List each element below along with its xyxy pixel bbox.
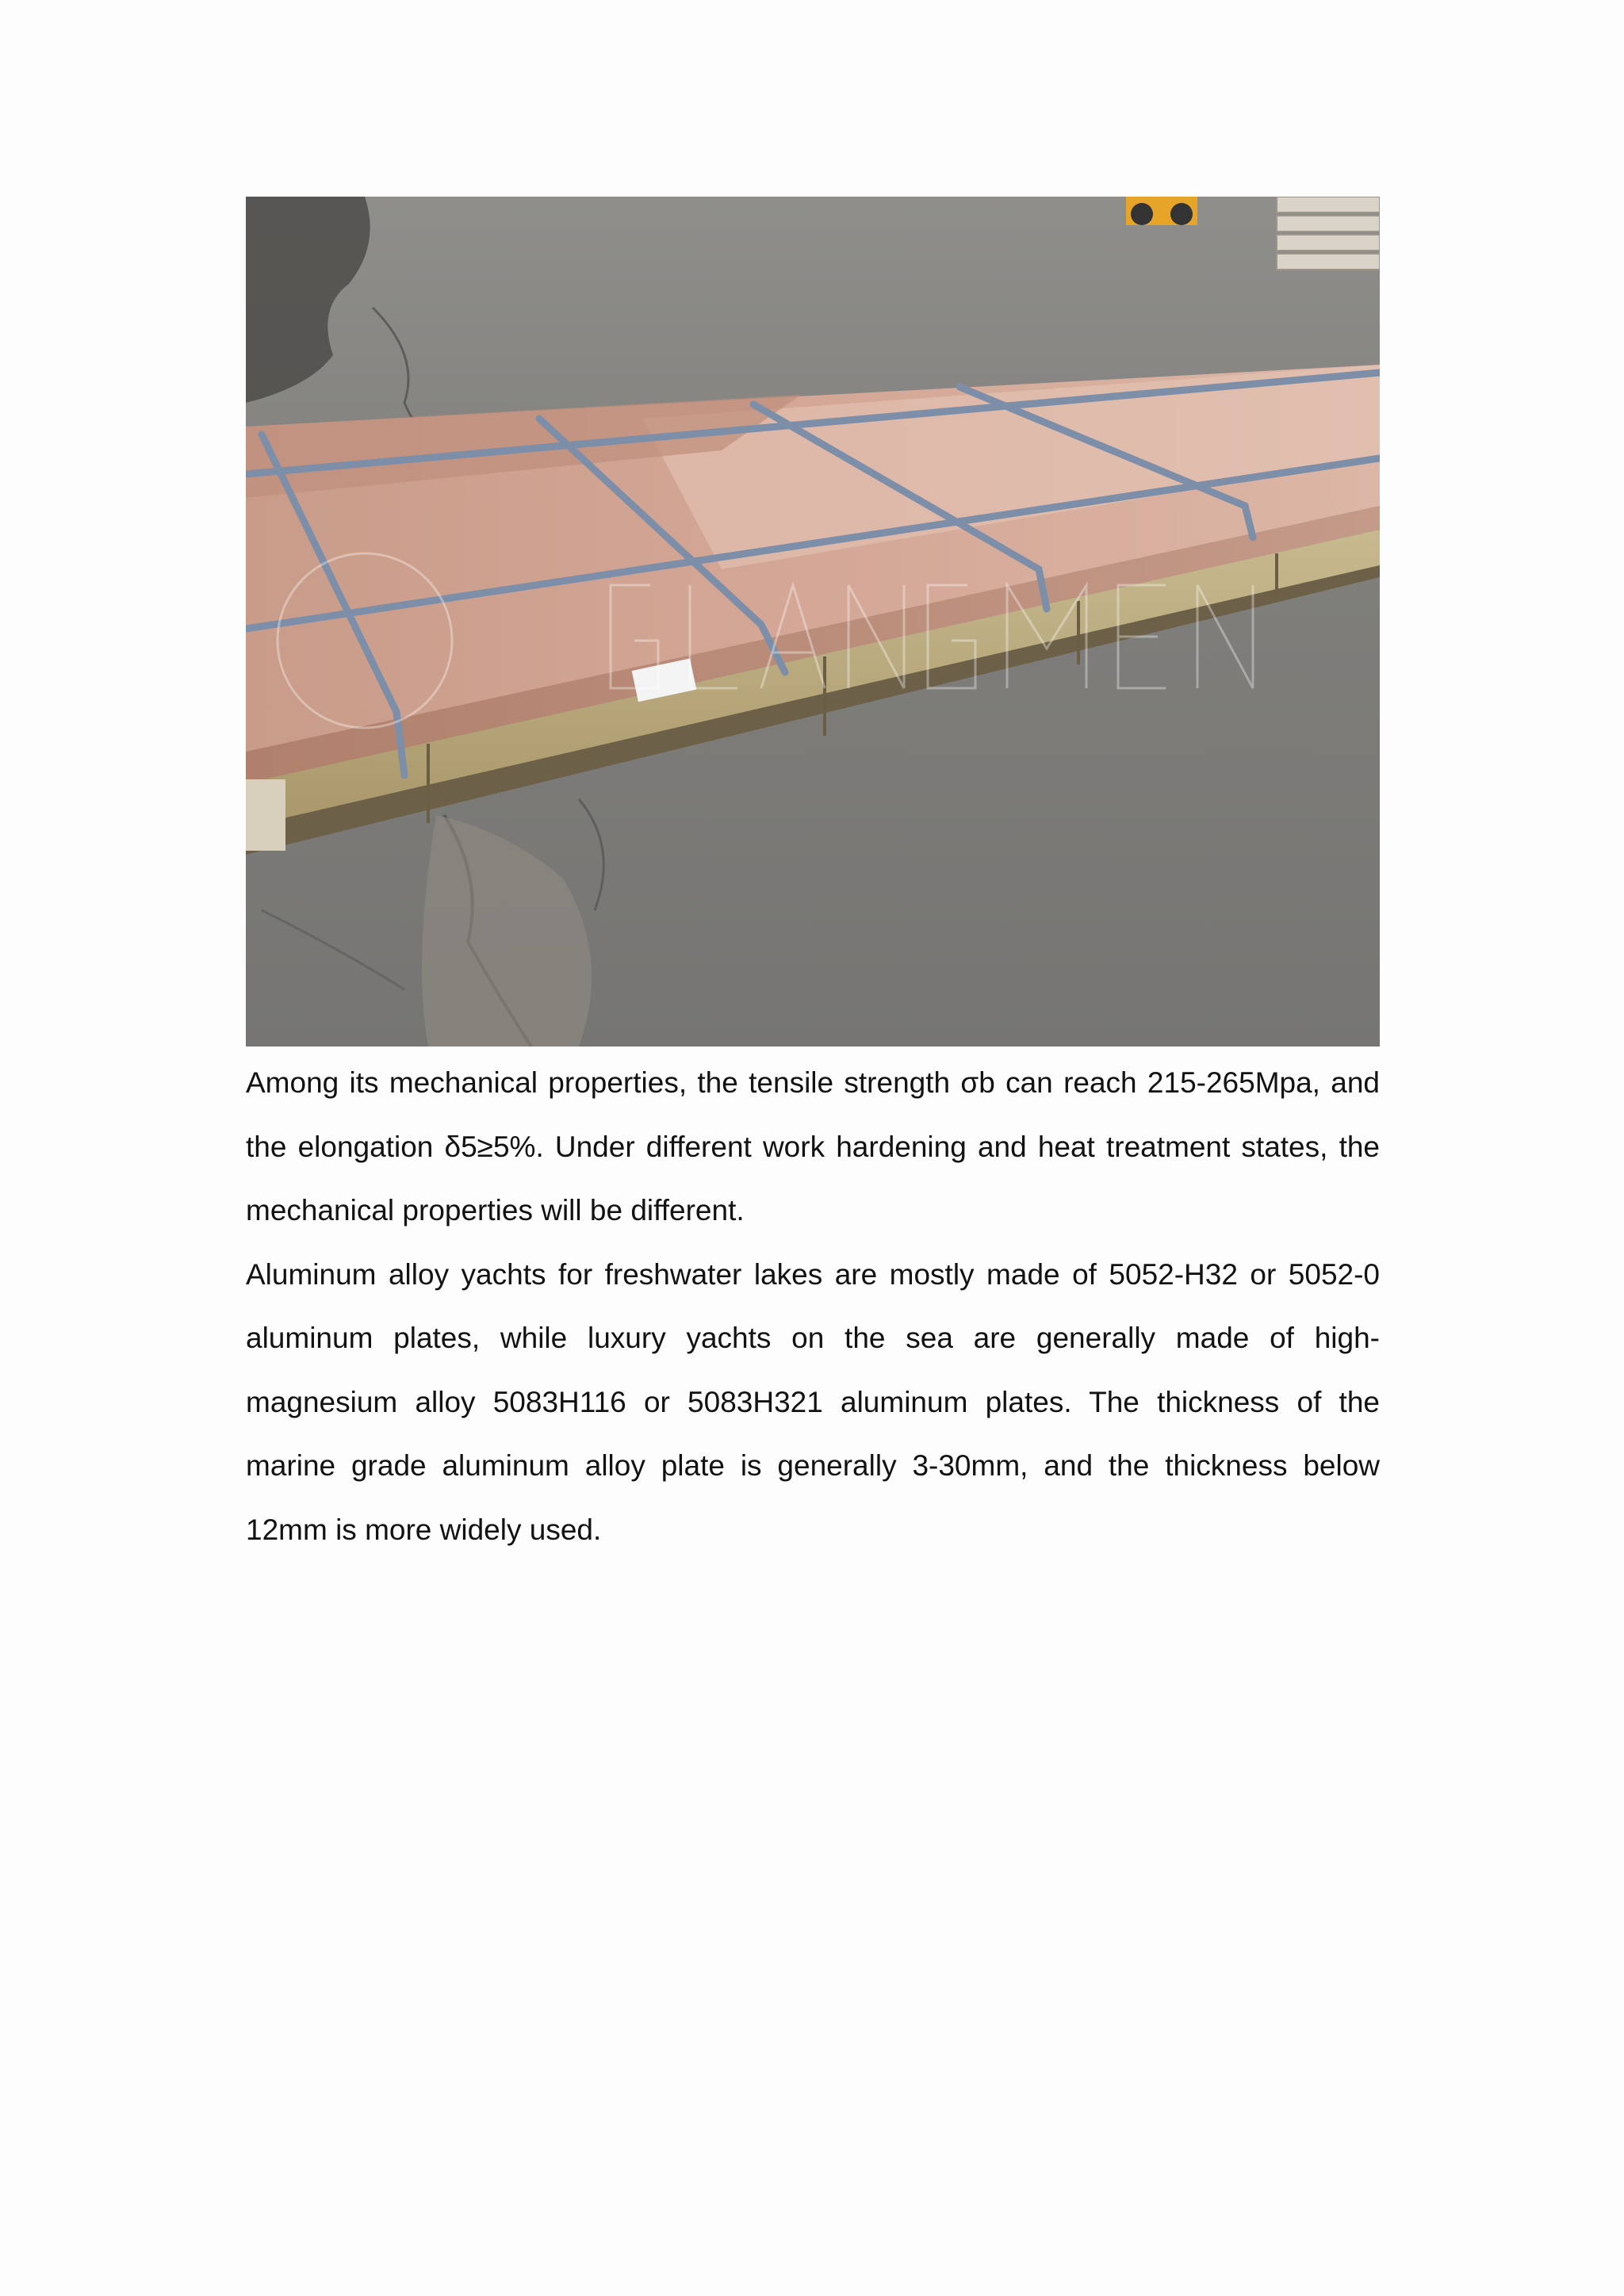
- body-text: [246, 1051, 1380, 1562]
- product-photo: [246, 197, 1380, 1047]
- paragraph-mechanical-properties: Among its mechanical properties, the tensile strength σb can reach 215-265Mpa, and the elongation δ5≥5%. Under different work hardening and heat treatment states, the mechanical properties will be different.: [246, 1066, 1380, 1226]
- paragraph-yacht-alloys: Aluminum alloy yachts for freshwater lakes are mostly made of 5052-H32 or 5052-0 aluminum plates, while luxury yachts on the sea are generally made of high-magnesium alloy 5083H116 or 5083H321 aluminum plates. The thickness of the marine grade aluminum alloy plate is generally 3-30mm, and the thickness below 12mm is more widely used.: [246, 1257, 1380, 1546]
